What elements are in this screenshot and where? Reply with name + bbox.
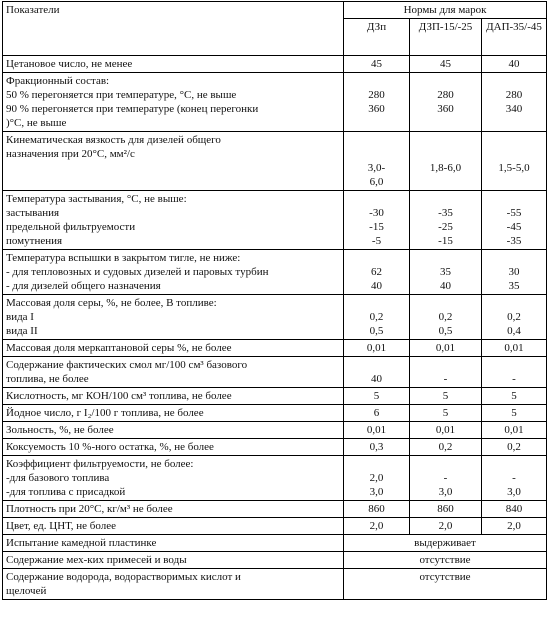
indicator-line: Массовая доля серы, %, не более, В топливе: [6,297,217,309]
table-row [3,191,547,250]
merged-value: выдерживает [414,537,476,549]
indicator-line: - для тепловозных и судовых дизелей и паровых турбин [6,266,269,278]
value-line: -25 [438,221,453,233]
table-row [3,250,547,295]
indicator-line: назначения при 20°С, мм²/с [6,148,135,160]
value-line [347,192,406,206]
indicator-line: Испытание камедной пластинке [6,537,157,549]
value-line [347,133,406,147]
norms-header [344,2,547,19]
indicator-cell [3,250,344,295]
merged-value-cell [344,552,547,569]
indicator-line: Йодное число, г I₂/100 г топлива, не более [6,407,204,419]
value-cell-grade-3 [482,132,547,191]
merged-value-cell [344,535,547,552]
table-row [3,456,547,501]
value-cell-grade-1 [344,191,410,250]
value-line: -35 [506,235,522,247]
value-cell-grade-1 [344,56,410,73]
value-line: 2,0 [369,520,384,532]
diesel-fuel-spec-table [2,1,547,600]
indicator-cell [3,422,344,439]
indicator-line: застывания [6,207,60,219]
value-line [485,147,543,161]
value-cell-grade-3 [482,388,547,405]
value-line: 1,5-5,0 [498,162,530,174]
value-line: -5 [371,235,382,247]
value-cell-grade-1 [344,501,410,518]
header-row-top [3,2,547,19]
value-line: 5 [373,390,380,402]
value-line: 30 [508,266,520,278]
table-row [3,132,547,191]
value-cell-grade-3 [482,518,547,535]
value-line [413,147,478,161]
table-row-merged [3,535,547,552]
indicator-line: - для дизелей общего назначения [6,280,161,292]
value-cell-grade-2 [410,191,482,250]
table-row-merged [3,552,547,569]
value-line: 35 [440,266,451,278]
indicator-line: топлива, не более [6,373,89,385]
table-row [3,518,547,535]
value-line: 5 [511,390,517,402]
value-line [485,251,543,265]
value-line: 40 [371,373,382,385]
value-cell-grade-3 [482,295,547,340]
value-line [413,116,478,130]
value-line: 2,0 [369,472,384,484]
value-line [347,147,406,161]
value-line: 860 [368,503,385,515]
value-cell-grade-1 [344,405,410,422]
value-line: 3,0 [438,486,453,498]
value-cell-grade-1 [344,132,410,191]
value-line [485,133,543,147]
indicator-line: Массовая доля меркаптановой серы %, не более [6,342,232,354]
value-cell-grade-2 [410,439,482,456]
merged-value: отсутствие [419,554,471,566]
value-line: 2,0 [438,520,453,532]
value-cell-grade-2 [410,250,482,295]
indicator-line: Коксуемость 10 %-ного остатка, %, не более [6,441,214,453]
indicator-line: Температура вспышки в закрытом тигле, не ниже: [6,252,241,264]
indicator-line [6,161,340,175]
table-row [3,357,547,388]
indicator-line: Температура застывания, °С, не выше: [6,193,187,205]
value-cell-grade-3 [482,501,547,518]
value-line [485,74,543,88]
value-line: 0,5 [369,325,384,337]
value-line [347,296,406,310]
value-cell-grade-3 [482,422,547,439]
value-cell-grade-1 [344,357,410,388]
indicator-cell [3,439,344,456]
table-row [3,340,547,357]
value-cell-grade-2 [410,518,482,535]
value-line [347,116,406,130]
indicator-line: предельной фильтруемости [6,221,136,233]
table-row [3,73,547,132]
value-line: 280 [437,89,454,101]
value-line: -35 [438,207,453,219]
grade-label: ДЗП-15/-25 [418,21,473,33]
value-cell-grade-3 [482,456,547,501]
value-line: 35 [508,280,520,292]
value-line: 0,01 [504,342,524,354]
value-line: 360 [368,103,385,115]
indicator-line: Зольность, %, не более [6,424,114,436]
value-cell-grade-2 [410,132,482,191]
value-line: -15 [369,221,384,233]
value-line: 0,01 [435,342,456,354]
value-cell-grade-3 [482,73,547,132]
value-cell-grade-1 [344,456,410,501]
norms-header-label: Нормы для марок [403,4,487,16]
value-cell-grade-3 [482,191,547,250]
value-line: 0,2 [369,311,384,323]
indicator-line: Плотность при 20°С, кг/м³ не более [6,503,173,515]
indicator-cell [3,518,344,535]
indicator-cell [3,535,344,552]
indicator-cell [3,132,344,191]
value-line [347,358,406,372]
value-cell-grade-1 [344,340,410,357]
value-line [413,74,478,88]
value-line: -45 [506,221,522,233]
value-line: 280 [505,89,523,101]
grade-header-dzp [344,19,410,56]
table-row [3,422,547,439]
value-line: 6 [373,407,380,419]
value-line: -55 [506,207,522,219]
value-cell-grade-1 [344,250,410,295]
value-cell-grade-2 [410,456,482,501]
indicator-cell [3,405,344,422]
value-line [485,116,543,130]
value-line: 3,0 [507,486,521,498]
value-cell-grade-2 [410,73,482,132]
value-line: 0,01 [504,424,524,436]
table-row [3,388,547,405]
indicator-line: Фракционный состав: [6,75,110,87]
value-line: -15 [438,235,453,247]
value-line: 280 [368,89,385,101]
value-line: - [512,472,516,484]
value-line: 40 [440,280,451,292]
indicator-line: щелочей [6,585,47,597]
indicator-cell [3,56,344,73]
indicator-cell [3,569,344,600]
value-line [485,296,543,310]
value-cell-grade-2 [410,340,482,357]
indicator-line: Коэффициент фильтруемости, не более: [6,458,194,470]
value-line: 0,2 [507,311,521,323]
value-line: - [443,472,448,484]
value-cell-grade-1 [344,422,410,439]
grade-header-dzp-15-25 [410,19,482,56]
value-line: - [443,373,448,385]
value-line [413,251,478,265]
value-line [413,192,478,206]
value-cell-grade-1 [344,295,410,340]
indicators-header-label: Показатели [6,4,60,16]
indicator-cell [3,340,344,357]
indicator-cell [3,388,344,405]
indicator-line: Кислотность, мг КОН/100 см³ топлива, не более [6,390,232,402]
value-line: - [512,373,516,385]
value-line [347,251,406,265]
value-cell-grade-3 [482,340,547,357]
indicators-header [3,2,344,56]
value-line [413,457,478,471]
value-cell-grade-3 [482,357,547,388]
indicator-line: )°С, не выше [6,117,67,129]
value-line: 0,2 [438,311,453,323]
indicator-line: 50 % перегоняется при температуре, °С, не выше [6,89,237,101]
value-line: 5 [511,407,517,419]
value-cell-grade-2 [410,422,482,439]
merged-value: отсутствие [419,571,471,583]
value-line: 0,3 [369,441,384,453]
grade-header-dap-35-45 [482,19,547,56]
merged-value-cell [344,569,547,600]
indicator-cell [3,191,344,250]
indicator-line: -для топлива с присадкой [6,486,126,498]
value-line [485,192,543,206]
value-cell-grade-2 [410,56,482,73]
value-line [413,296,478,310]
indicator-cell [3,357,344,388]
value-line: 45 [371,58,382,70]
grade-label: ДАП-35/-45 [486,21,542,33]
indicator-line: Содержание фактических смол мг/100 см³ базового [6,359,248,371]
value-cell-grade-1 [344,518,410,535]
value-line: 3,0 [369,486,384,498]
value-cell-grade-2 [410,405,482,422]
value-line: 45 [440,58,451,70]
value-cell-grade-3 [482,439,547,456]
indicator-line: 90 % перегоняется при температуре (конец перегонки [6,103,259,115]
value-line [485,358,543,372]
value-line: 0,2 [438,441,453,453]
value-line: 2,0 [507,520,521,532]
table-row [3,439,547,456]
value-cell-grade-3 [482,250,547,295]
grade-label: ДЗп [366,21,387,33]
value-line: 0,4 [507,325,521,337]
table-row-merged [3,569,547,600]
table-row [3,405,547,422]
indicator-line: Цетановое число, не менее [6,58,133,70]
value-line [347,457,406,471]
value-cell-grade-2 [410,388,482,405]
value-cell-grade-1 [344,439,410,456]
value-line: 0,01 [366,342,387,354]
indicator-cell [3,295,344,340]
indicator-cell [3,552,344,569]
value-cell-grade-2 [410,295,482,340]
value-line [413,358,478,372]
value-line: 0,01 [435,424,456,436]
value-line [413,133,478,147]
value-line: 6,0 [369,176,384,188]
value-cell-grade-2 [410,501,482,518]
value-line: 0,5 [438,325,453,337]
value-line: 40 [508,58,520,70]
value-line: 0,01 [366,424,387,436]
indicator-cell [3,501,344,518]
value-cell-grade-1 [344,388,410,405]
value-line [347,74,406,88]
value-line [485,457,543,471]
table-row [3,56,547,73]
value-line: 0,2 [507,441,521,453]
indicator-line: -для базового топлива [6,472,110,484]
value-cell-grade-3 [482,405,547,422]
value-line: 340 [505,103,523,115]
value-line: 3,0- [367,162,386,174]
indicator-line: Содержание водорода, водорастворимых кислот и [6,571,241,583]
indicator-line: вида II [6,325,38,337]
value-cell-grade-2 [410,357,482,388]
value-line: 5 [442,390,449,402]
value-line: -30 [369,207,384,219]
value-line: 40 [371,280,382,292]
indicator-line: Кинематическая вязкость для дизелей общего [6,134,221,146]
table-row [3,295,547,340]
indicator-line: помутнения [6,235,63,247]
value-cell-grade-1 [344,73,410,132]
value-line: 5 [442,407,449,419]
value-line: 1,8-6,0 [429,162,462,174]
indicator-cell [3,73,344,132]
indicator-line: вида I [6,311,34,323]
value-line: 860 [437,503,454,515]
value-line: 360 [437,103,454,115]
table-row [3,501,547,518]
value-cell-grade-3 [482,56,547,73]
value-line: 62 [371,266,382,278]
indicator-cell [3,456,344,501]
value-line: 840 [505,503,523,515]
indicator-line: Содержание мех-ких примесей и воды [6,554,187,566]
indicator-line: Цвет, ед. ЦНТ, не более [6,520,116,532]
